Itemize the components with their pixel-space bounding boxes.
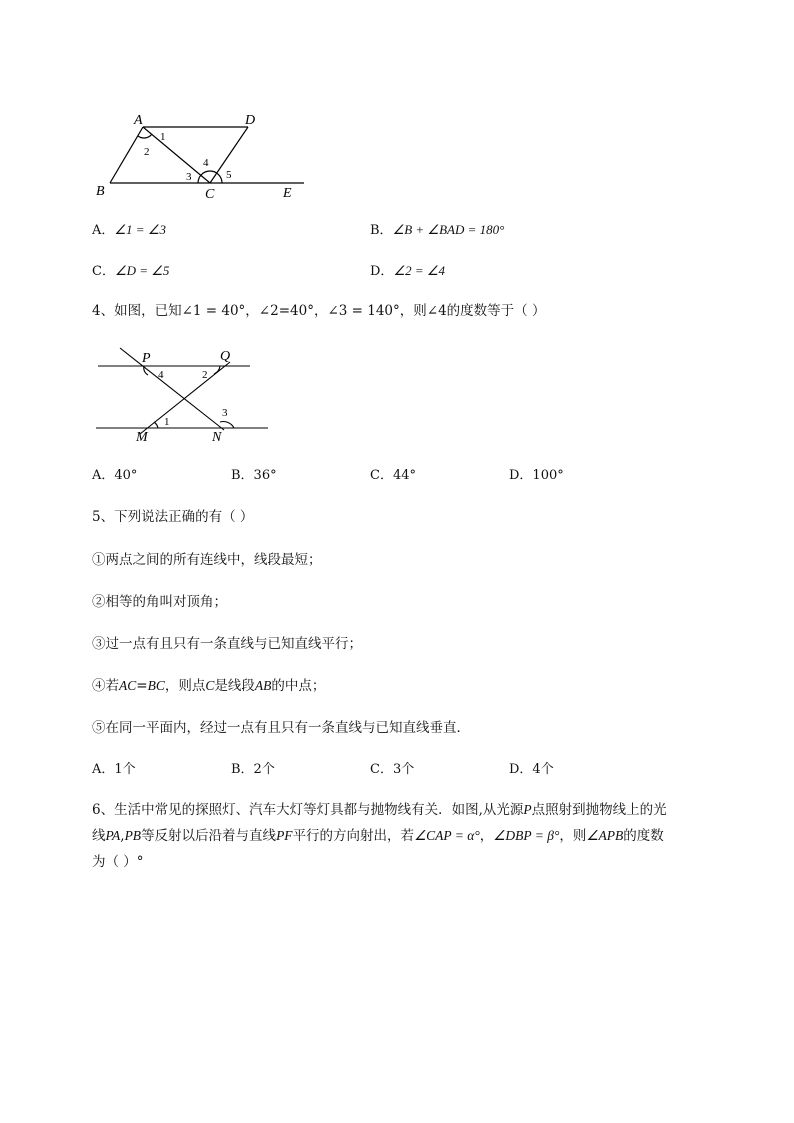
option-prefix: B．: [370, 223, 393, 238]
point-D-label: D: [245, 113, 256, 128]
q3-option-b[interactable]: [370, 222, 504, 239]
angle-arc-A: [138, 134, 152, 138]
q5-option-b[interactable]: B．2个: [231, 762, 275, 777]
q3-figure: [88, 110, 318, 202]
text: 的中点；: [271, 678, 326, 694]
angle-1-label: 1: [160, 131, 166, 143]
text: ，则点: [164, 678, 206, 694]
q4-option-d[interactable]: D．100°: [509, 468, 564, 483]
option-text: ∠2 = ∠4: [393, 263, 446, 278]
option-text: ∠B + ∠BAD = 180°: [392, 222, 505, 237]
text: ,: [120, 828, 125, 844]
point-P-label: P: [142, 351, 151, 366]
text: ④若: [92, 678, 119, 694]
angle-2-label: 2: [144, 146, 150, 158]
math: ∠DBP = β°: [493, 828, 560, 843]
math: AC: [119, 678, 137, 693]
angle-4-label: 4: [203, 157, 209, 169]
angle-1-label: 1: [164, 416, 170, 428]
point-B-label: B: [96, 184, 105, 199]
q5-statement-3: ③过一点有且只有一条直线与已知直线平行；: [92, 636, 362, 652]
q4-stem: 4、如图，已知∠1 = 40°，∠2=40°，∠3 = 140°，则∠4的度数等于（ ）: [92, 303, 546, 319]
q6-line-2: [92, 823, 664, 849]
text: 线: [92, 828, 106, 844]
math: PB: [124, 828, 142, 843]
q4-option-c[interactable]: C．44°: [370, 468, 416, 483]
text: 是线段: [214, 678, 255, 694]
math: C: [205, 678, 215, 693]
text: 6、生活中常见的探照灯、汽车大灯等灯具都与抛物线有关．如图,从光源: [92, 802, 524, 818]
q4-option-a[interactable]: A．40°: [92, 468, 138, 483]
math: AB: [254, 678, 272, 693]
text: 点照射到抛物线上的光: [531, 802, 667, 818]
math: ∠CAP = α°: [414, 828, 480, 843]
angle-3-label: 3: [222, 407, 228, 419]
transversal-PN: [120, 348, 224, 430]
text: ，则: [559, 828, 587, 844]
math: P: [523, 802, 532, 817]
option-prefix: D．: [370, 264, 394, 279]
q3-option-a[interactable]: [92, 222, 166, 239]
q5-stem: 5、下列说法正确的有（ ）: [92, 509, 254, 525]
q4-option-b[interactable]: B．36°: [231, 468, 277, 483]
q5-statement-5: ⑤在同一平面内，经过一点有且只有一条直线与已知直线垂直．: [92, 720, 470, 736]
q5-option-d[interactable]: D．4个: [509, 762, 554, 777]
point-A-label: A: [134, 113, 143, 128]
angle-4-label: 4: [158, 369, 164, 381]
q5-statement-2: ②相等的角叫对顶角；: [92, 594, 227, 610]
q4-figure: [92, 342, 272, 444]
q5-option-c[interactable]: C．3个: [370, 762, 415, 777]
math: PF: [276, 828, 293, 843]
segment-AB: [110, 127, 143, 183]
math: BC: [147, 678, 165, 693]
text: =: [136, 678, 148, 694]
q3-option-c[interactable]: [92, 263, 169, 280]
math: PA: [105, 828, 121, 843]
angle-3-label: 3: [186, 171, 192, 183]
point-Q-label: Q: [220, 349, 231, 364]
option-text: ∠D = ∠5: [114, 263, 170, 278]
text: 的度数: [623, 828, 664, 844]
angle-arc-1: [154, 422, 158, 428]
point-C-label: C: [205, 187, 215, 202]
q5-statement-1: ①两点之间的所有连线中，线段最短；: [92, 552, 322, 568]
option-text: ∠1 = ∠3: [114, 222, 166, 237]
text: ，: [479, 828, 494, 844]
text: 平行的方向射出，若: [292, 828, 415, 844]
angle-5-label: 5: [226, 169, 232, 181]
angle-arc-C: [198, 171, 222, 183]
q5-statement-4: [92, 673, 325, 699]
point-M-label: M: [136, 430, 148, 444]
q3-option-d[interactable]: [370, 263, 445, 280]
point-N-label: N: [212, 430, 222, 444]
option-prefix: A．: [92, 223, 115, 238]
angle-2-label: 2: [202, 369, 208, 381]
angle-arc-3: [220, 422, 234, 428]
point-E-label: E: [283, 186, 292, 201]
q5-option-a[interactable]: A．1个: [92, 762, 136, 777]
q6-line-3: 为（ ）°: [92, 854, 144, 870]
text: 等反射以后沿着与直线: [141, 828, 277, 844]
segment-AC: [143, 127, 210, 183]
math: ∠APB: [586, 828, 624, 843]
angle-arc-2: [214, 366, 220, 374]
q6-line-1: [92, 797, 667, 823]
option-prefix: C．: [92, 264, 115, 279]
